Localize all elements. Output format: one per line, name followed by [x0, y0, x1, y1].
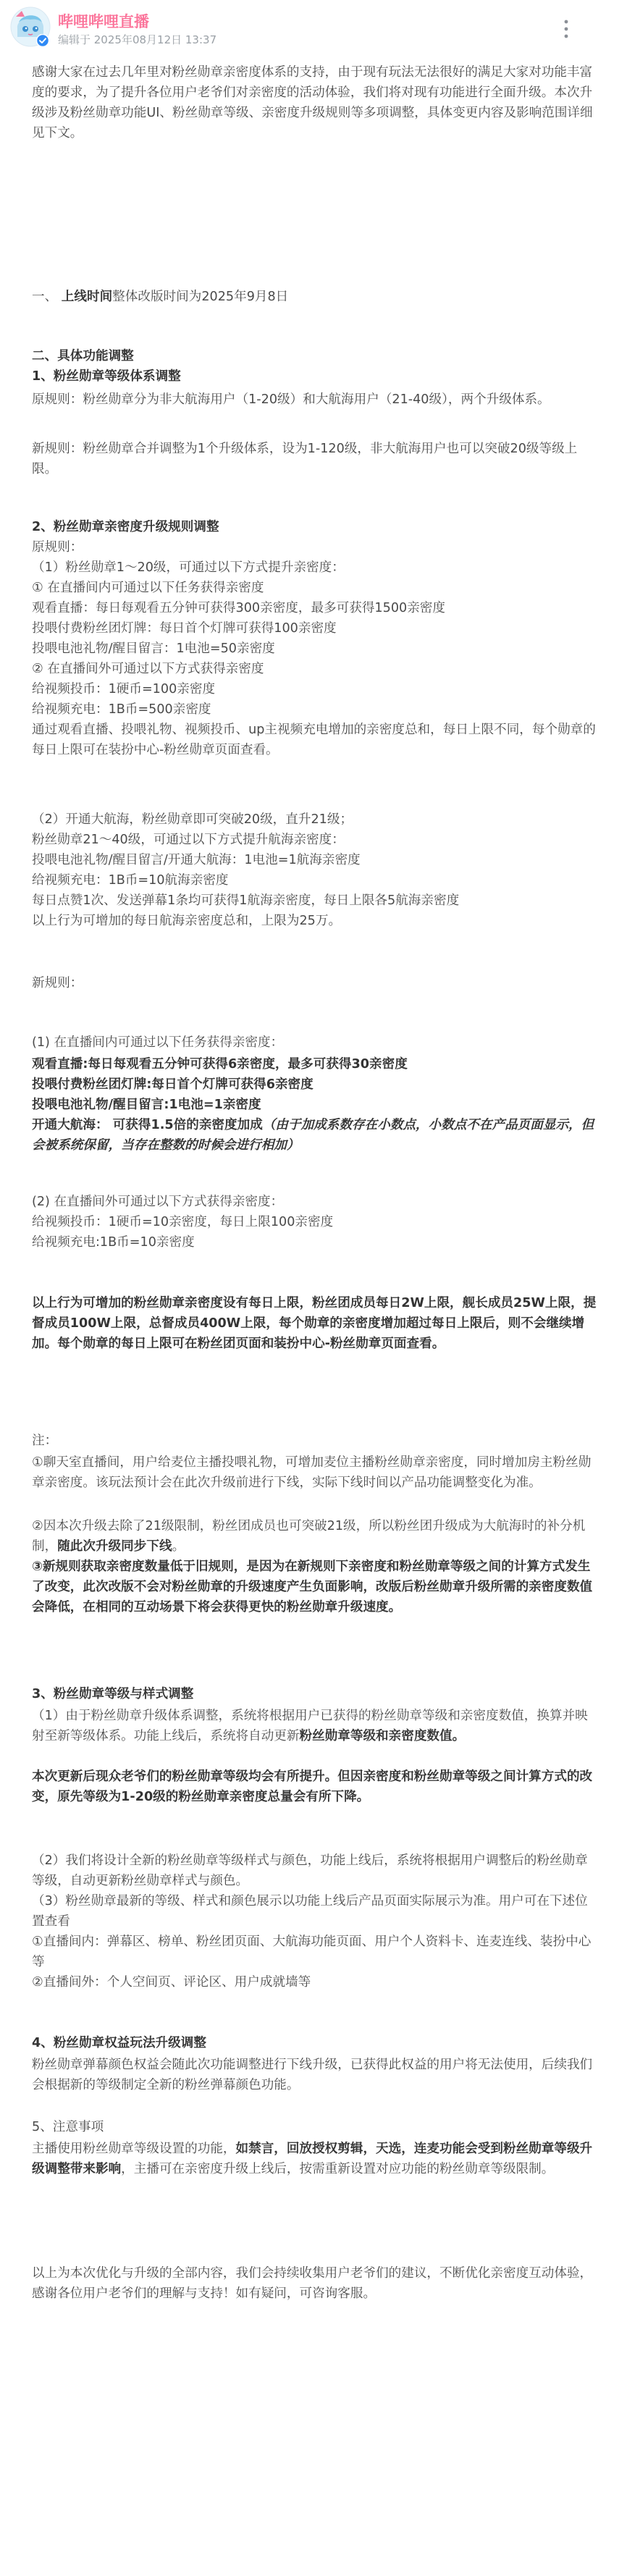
- post-paragraph: [32, 1293, 598, 1354]
- post-paragraph: [32, 1557, 598, 1617]
- post-paragraph: [32, 639, 598, 659]
- paragraph-text: 感谢大家在过去几年里对粉丝勋章亲密度体系的支持，由于现有玩法无法很好的满足大家对功能丰富度的要求，为了提升各位用户老爷们对亲密度的活动体验，我们将对现有功能进行全面升级。本次升级涉及粉丝勋章功能UI、粉丝勋章等级、亲密度升级规则等多项调整，具体变更内容及影响范围详细见下文。: [32, 65, 593, 140]
- post-paragraph: [32, 598, 598, 618]
- bold-text: 如禁言，回放授权剪辑，天选，连麦功能会受到粉丝勋章等级升级调整带来影响: [32, 2142, 593, 2176]
- verified-badge-icon: [36, 34, 49, 47]
- post-paragraph: [32, 346, 598, 366]
- bold-text: 开通大航海： 可获得1.5倍的亲密度加成: [32, 1118, 263, 1132]
- post-paragraph: [32, 1452, 598, 1493]
- post-paragraph: [32, 62, 598, 143]
- post-paragraph: [32, 2139, 598, 2179]
- bold-text: 观看直播:每日每观看五分钟可获得6亲密度，最多可获得30亲密度: [32, 1057, 408, 1072]
- post-paragraph: [32, 720, 598, 760]
- paragraph-text: 。: [172, 1539, 185, 1554]
- post-paragraph: [32, 679, 598, 699]
- paragraph-text: ①直播间内：弹幕区、榜单、粉丝团页面、大航海功能页面、用户个人资料卡、连麦连线、装扮中心等: [32, 1935, 592, 1969]
- paragraph-text: 5、注意事项: [32, 2120, 104, 2134]
- paragraph-text: 主播使用粉丝勋章等级设置的功能，: [32, 2142, 236, 2156]
- bold-text: ③新规则获取亲密度数量低于旧规则，是因为在新规则下亲密度和粉丝勋章等级之间的计算方式发生了改变，此次改版不会对粉丝勋章的升级速度产生负面影响，改版后粉丝勋章升级所需的亲密度数值会降低，在相同的互动场景下将会获得更快的粉丝勋章升级速度。: [32, 1560, 593, 1615]
- post-paragraph: [32, 1431, 598, 1451]
- bold-text: 1、粉丝勋章等级体系调整: [32, 369, 181, 384]
- post-paragraph: [32, 973, 598, 993]
- bold-text: 4、粉丝勋章权益玩法升级调整: [32, 2036, 206, 2050]
- author-name[interactable]: 哔哩哔哩直播: [58, 13, 149, 30]
- post-paragraph: [32, 1212, 598, 1232]
- paragraph-text: 投喂电池礼物/醒目留言：1电池=50亲密度: [32, 641, 275, 656]
- post-paragraph: [32, 870, 598, 891]
- paragraph-text: （1）粉丝勋章1～20级，可通过以下方式提升亲密度：: [32, 560, 345, 575]
- paragraph-text: 注：: [32, 1434, 58, 1448]
- paragraph-text: （3）粉丝勋章最新的等级、样式和颜色展示以功能上线后产品页面实际展示为准。用户可在下述位置查看: [32, 1894, 588, 1929]
- post-paragraph: [32, 1095, 598, 1115]
- post-paragraph: [32, 850, 598, 870]
- post-paragraph: [32, 557, 598, 578]
- paragraph-text: ② 在直播间外可通过以下方式获得亲密度: [32, 662, 264, 676]
- post-paragraph: [32, 439, 598, 479]
- post-paragraph: [32, 517, 598, 537]
- bold-text: 上线时间: [61, 290, 113, 304]
- bold-text: 2、粉丝勋章亲密度升级规则调整: [32, 520, 219, 534]
- post-paragraph: [32, 1851, 598, 1891]
- post-paragraph: [32, 2055, 598, 2095]
- paragraph-text: (1) 在直播间内可通过以下任务获得亲密度：: [32, 1035, 284, 1050]
- paragraph-text: 给视频充电：1B币=500亲密度: [32, 702, 211, 717]
- post-paragraph: [32, 1891, 598, 1932]
- paragraph-text: （2）开通大航海，粉丝勋章即可突破20级，直升21级；: [32, 812, 353, 827]
- paragraph-text: 粉丝勋章21～40级，可通过以下方式提升航海亲密度：: [32, 833, 345, 847]
- post-paragraph: [32, 1232, 598, 1253]
- post-paragraph: [32, 537, 598, 557]
- paragraph-text: 原规则：: [32, 540, 83, 555]
- post-paragraph: [32, 287, 598, 307]
- paragraph-text: 给视频充电:1B币=10亲密度: [32, 1235, 195, 1250]
- post-paragraph: [32, 1767, 598, 1807]
- paragraph-text: 投喂电池礼物/醒目留言/开通大航海：1电池=1航海亲密度: [32, 853, 361, 867]
- paragraph-text: 通过观看直播、投喂礼物、视频投币、up主视频充电增加的亲密度总和，每日上限不同，每个勋章的每日上限可在装扮中心-粉丝勋章页面查看。: [32, 723, 596, 757]
- post-paragraph: [32, 390, 598, 410]
- paragraph-text: 粉丝勋章弹幕颜色权益会随此次功能调整进行下线升级，已获得此权益的用户将无法使用，后续我们会根据新的等级制定全新的粉丝弹幕颜色功能。: [32, 2058, 593, 2092]
- paragraph-text: 投喂付费粉丝团灯牌：每日首个灯牌可获得100亲密度: [32, 621, 337, 636]
- post-paragraph: [32, 809, 598, 830]
- paragraph-text: ②因本次升级去除了21级限制，粉丝团成员也可突破21级，所以粉丝团升级成为大航海时的补分机制，: [32, 1519, 586, 1554]
- paragraph-text: 新规则：粉丝勋章合并调整为1个升级体系，设为1-120级，非大航海用户也可以突破20级等级上限。: [32, 442, 578, 476]
- paragraph-text: ①聊天室直播间，用户给麦位主播投喂礼物，可增加麦位主播粉丝勋章亲密度，同时增加房主粉丝勋章亲密度。该玩法预计会在此次升级前进行下线，实际下线时间以产品功能调整变化为准。: [32, 1455, 592, 1490]
- post-edit-time: 编辑于 2025年08月12日 13:37: [58, 33, 217, 46]
- paragraph-text: 一、: [32, 290, 62, 304]
- post-paragraph: [32, 1032, 598, 1053]
- paragraph-text: ，主播可在亲密度升级上线后，按需重新设置对应功能的粉丝勋章等级限制。: [121, 2162, 555, 2176]
- post-paragraph: [32, 2033, 598, 2053]
- post-paragraph: [32, 2117, 598, 2137]
- more-vertical-icon[interactable]: [557, 16, 575, 42]
- bold-text: 本次更新后现众老爷们的粉丝勋章等级均会有所提升。但因亲密度和粉丝勋章等级之间计算方式的改变，原先等级为1-20级的粉丝勋章亲密度总量会有所下降。: [32, 1769, 593, 1804]
- paragraph-text: 每日点赞1次、发送弹幕1条均可获得1航海亲密度，每日上限各5航海亲密度: [32, 893, 460, 908]
- paragraph-text: 给视频投币：1硬币=10亲密度，每日上限100亲密度: [32, 1215, 334, 1229]
- paragraph-text: 整体改版时间为2025年9月8日: [112, 290, 289, 304]
- paragraph-text: 给视频充电：1B币=10航海亲密度: [32, 873, 229, 888]
- paragraph-text: 给视频投币：1硬币=100亲密度: [32, 682, 216, 696]
- paragraph-text: （1）由于粉丝勋章升级体系调整，系统将根据用户已获得的粉丝勋章等级和亲密度数值，换算并映射至新等级体系。功能上线后，系统将自动更新: [32, 1709, 588, 1743]
- paragraph-text: (2) 在直播间外可通过以下方式获得亲密度：: [32, 1195, 284, 1209]
- bold-text: 随此次升级同步下线: [57, 1539, 172, 1554]
- post-paragraph: [32, 1972, 598, 1992]
- bold-text: 3、粉丝勋章等级与样式调整: [32, 1687, 194, 1701]
- post-paragraph: [32, 1684, 598, 1704]
- post-paragraph: [32, 1074, 598, 1095]
- bold-text: 粉丝勋章等级和亲密度数值。: [299, 1729, 466, 1743]
- post-paragraph: [32, 1054, 598, 1074]
- post-paragraph: [32, 911, 598, 931]
- bold-text: 二、具体功能调整: [32, 349, 134, 363]
- post-paragraph: [32, 1932, 598, 1972]
- bold-text: （由于加成系数存在小数点，小数点不在产品页面显示，但会被系统保留，当存在整数的时候会进行相加）: [32, 1118, 594, 1153]
- paragraph-text: 以上为本次优化与升级的全部内容，我们会持续收集用户老爷们的建议，不断优化亲密度互动体验，感谢各位用户老爷们的理解与支持！如有疑问，可咨询客服。: [32, 2266, 593, 2301]
- paragraph-text: ① 在直播间内可通过以下任务获得亲密度: [32, 581, 264, 595]
- paragraph-text: 原规则：粉丝勋章分为非大航海用户（1-20级）和大航海用户（21-40级），两个升级体系。: [32, 392, 550, 407]
- post-paragraph: [32, 659, 598, 679]
- paragraph-text: 新规则：: [32, 976, 83, 990]
- post-paragraph: [32, 891, 598, 911]
- post-paragraph: [32, 2263, 598, 2304]
- post-paragraph: [32, 1192, 598, 1212]
- post-paragraph: [32, 1706, 598, 1746]
- post-paragraph: [32, 830, 598, 850]
- post-body: [32, 62, 598, 2304]
- post-paragraph: [32, 366, 598, 387]
- bold-text: 以上行为可增加的粉丝勋章亲密度设有每日上限，粉丝团成员每日2W上限，舰长成员25W上限，提督成员100W上限，总督成员400W上限，每个勋章的亲密度增加超过每日上限后，则不会继续增加。每个勋章的每日上限可在粉丝团页面和装扮中心-粉丝勋章页面查看。: [32, 1296, 597, 1351]
- post-paragraph: [32, 618, 598, 639]
- paragraph-text: （2）我们将设计全新的粉丝勋章等级样式与颜色，功能上线后，系统将根据用户调整后的粉丝勋章等级，自动更新粉丝勋章样式与颜色。: [32, 1853, 588, 1888]
- bold-text: 投喂电池礼物/醒目留言:1电池=1亲密度: [32, 1098, 261, 1112]
- post-header: [0, 0, 627, 56]
- bold-text: 投喂付费粉丝团灯牌:每日首个灯牌可获得6亲密度: [32, 1077, 314, 1092]
- post-paragraph: [32, 699, 598, 720]
- post-paragraph: [32, 578, 598, 598]
- paragraph-text: 以上行为可增加的每日航海亲密度总和，上限为25万。: [32, 914, 342, 928]
- paragraph-text: ②直播间外：个人空间页、评论区、用户成就墙等: [32, 1975, 311, 1990]
- post-paragraph: [32, 1516, 598, 1557]
- post-paragraph: [32, 1115, 598, 1156]
- paragraph-text: 观看直播：每日每观看五分钟可获得300亲密度，最多可获得1500亲密度: [32, 601, 445, 615]
